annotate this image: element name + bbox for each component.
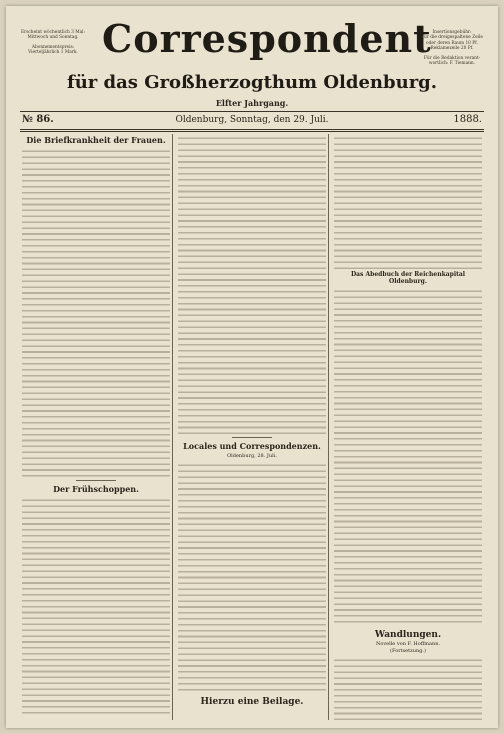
dateline [20,114,484,128]
article-body [334,287,482,627]
corner-line: Vierteljährlich 1 Mark. [28,50,78,56]
divider [76,480,116,481]
column-divider [172,134,173,720]
article-body [22,496,170,718]
newspaper-title: Correspondent [102,16,432,61]
section-heading: Locales und Correspondenzen. [183,441,321,451]
article-heading: Die Briefkrankheit der Frauen. [26,135,166,145]
divider [20,111,484,112]
corner-line: Mittwoch und Sonntag. [27,35,79,41]
article-body [178,461,326,693]
novel-continuation: (Fortsetzung.) [390,647,426,654]
corner-line: Für die Redaktion verant- [423,55,481,61]
corner-line: Für die dreigespaltene Zeile [421,35,483,41]
divider [20,131,484,132]
volume-label: Elfter Jahrgang. [215,98,289,108]
advertising-info [416,30,488,66]
corner-line: Insertionsgebühr: [432,30,472,35]
divider [232,437,272,438]
article-body [22,147,170,477]
corner-line: Abonnementspreis: [31,44,75,50]
corner-line: Erscheint wöchentlich 3 Mal: [21,30,85,35]
article-heading: Der Frühschoppen. [53,484,139,494]
corner-line: Reklamezeile 20 Pf. [430,46,474,52]
article-body [334,656,482,724]
subscription-info [16,30,90,56]
issue-date: Oldenburg, Sonntag, den 29. Juli. [175,115,329,125]
issue-year: 1888. [453,114,482,125]
issue-number: № 86. [22,114,54,125]
column-middle [178,134,326,724]
article-heading: Das Abedbuch der Reichenkapital Oldenburg. [350,271,466,285]
place-date: Oldenburg, 28. Juli. [227,453,277,459]
novel-author: Novelle von F. Hoffmann. [375,641,441,647]
column-left [22,134,170,724]
corner-line: wortlich: F. Tiemann. [428,61,476,67]
divider [20,129,484,130]
column-divider [328,134,329,720]
corner-line: oder deren Raum 10 Pf. [426,40,478,46]
column-right [334,134,482,724]
article-body [178,134,326,434]
novel-heading: Wandlungen. [374,630,442,640]
newspaper-page [6,6,498,728]
article-body [334,134,482,270]
newspaper-subtitle: für das Großherzogthum Oldenburg. [66,72,438,93]
supplement-notice: Hierzu eine Beilage. [200,697,304,707]
